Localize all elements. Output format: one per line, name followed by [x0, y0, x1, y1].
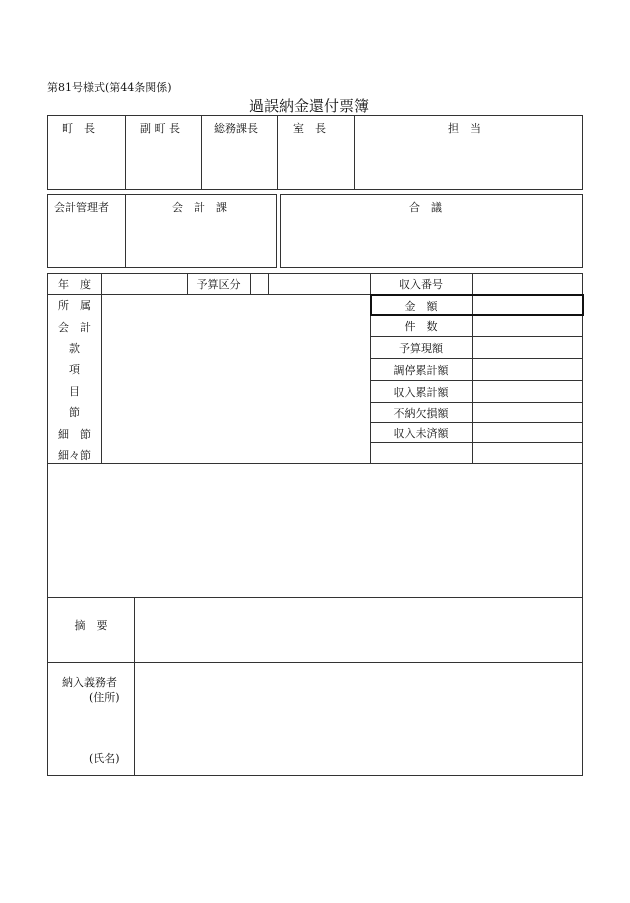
- approval-office-head: 室 長: [293, 122, 326, 135]
- revenue-total-label: 収入累計額: [393, 385, 449, 399]
- budget-table: [47, 273, 583, 464]
- receipt-number-label: 収入番号: [399, 278, 443, 291]
- accounting-section: 会 計 課: [172, 201, 227, 214]
- payer-address-label: (住所): [89, 691, 120, 704]
- approval-in-charge: 担 当: [448, 122, 481, 135]
- council-label: 合 議: [409, 201, 442, 214]
- sub-sub-setsu-label: 細々節: [58, 449, 91, 462]
- approval-general-affairs-chief: 総務課長: [214, 122, 258, 135]
- payer-label: 納入義務者: [62, 676, 117, 689]
- accounting-table: [47, 194, 277, 268]
- approval-table: [47, 115, 583, 190]
- summary-label: 摘 要: [74, 619, 108, 632]
- amount-label: 金 額: [404, 299, 438, 313]
- approval-deputy-head: 副 町 長: [140, 122, 180, 135]
- uncollectible-loss-label: 不納欠損額: [393, 406, 449, 420]
- uncollected-revenue-label: 収入未済額: [393, 426, 449, 440]
- affiliation-label: 所 属: [58, 299, 91, 312]
- setsu-label: 節: [69, 406, 80, 419]
- payer-name-label: (氏名): [89, 752, 120, 765]
- detail-area: [47, 463, 583, 776]
- account-label: 会 計: [58, 321, 91, 334]
- council-box: [280, 194, 583, 268]
- form-number: 第81号様式(第44条関係): [47, 81, 172, 94]
- approval-town-head: 町 長: [62, 122, 95, 135]
- accounting-manager: 会計管理者: [54, 201, 109, 214]
- count-label: 件 数: [404, 320, 438, 333]
- kan-label: 款: [69, 342, 80, 355]
- year-label: 年 度: [58, 278, 91, 291]
- current-budget-label: 予算現額: [399, 341, 443, 355]
- form-title: 過誤納金還付票簿: [249, 97, 370, 115]
- budget-category-label: 予算区分: [196, 278, 241, 291]
- kou-label: 項: [69, 363, 80, 376]
- sub-setsu-label: 細 節: [58, 428, 91, 441]
- moku-label: 目: [69, 385, 80, 398]
- adjusted-total-label: 調停累計額: [393, 363, 449, 377]
